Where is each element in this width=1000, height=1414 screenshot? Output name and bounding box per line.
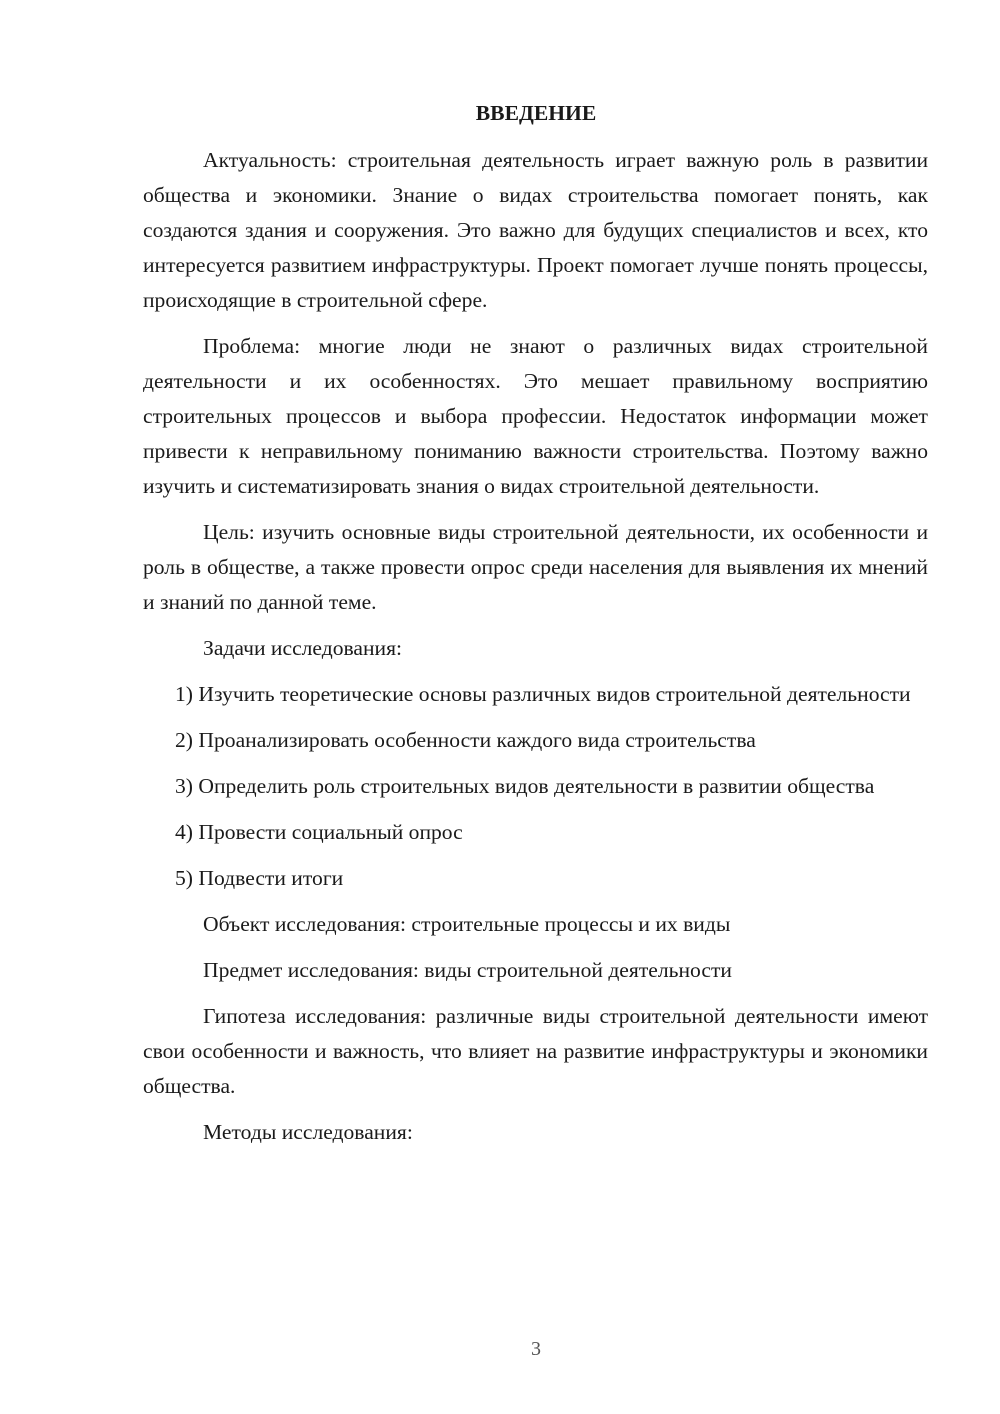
page-number: 3 [531,1338,541,1360]
page-title: ВВЕДЕНИЕ [475,101,597,125]
task-item-2: 2) Проанализировать особенности каждого вида строительства [175,728,756,752]
tasks-heading: Задачи исследования: [203,636,403,660]
goal-paragraph: Цель: изучить основные виды строительной деятельности, их особенности и роль в обществе, а также провести опрос среди населения для выявления их мнений и знаний по данной теме. [143,520,928,614]
task-item-1: 1) Изучить теоретические основы различных видов строительной деятельности [175,682,911,706]
task-item-5: 5) Подвести итоги [175,866,344,890]
research-methods: Методы исследования: [203,1120,413,1144]
research-object: Объект исследования: строительные процессы и их виды [203,912,731,936]
task-item-4: 4) Провести социальный опрос [175,820,463,844]
research-subject: Предмет исследования: виды строительной деятельности [203,958,732,982]
problem-paragraph: Проблема: многие люди не знают о различных видах строительной деятельности и их особенностях. Это мешает правильному восприятию строительных процессов и выбора профессии. Недостаток информации может привести к неправильному пониманию важности строительства. Поэтому важно изучить и систематизировать знания о видах строительной деятельности. [143,334,928,498]
relevance-paragraph: Актуальность: строительная деятельность играет важную роль в развитии общества и экономики. Знание о видах строительства помогает понять, как создаются здания и сооружения. Это важно для будущих специалистов и всех, кто интересуется развитием инфраструктуры. Проект помогает лучше понять процессы, происходящие в строительной сфере. [143,148,928,312]
document-body [143,143,928,1161]
task-item-3: 3) Определить роль строительных видов деятельности в развитии общества [175,774,875,798]
research-hypothesis: Гипотеза исследования: различные виды строительной деятельности имеют свои особенности и важность, что влияет на развитие инфраструктуры и экономики общества. [143,1004,928,1098]
